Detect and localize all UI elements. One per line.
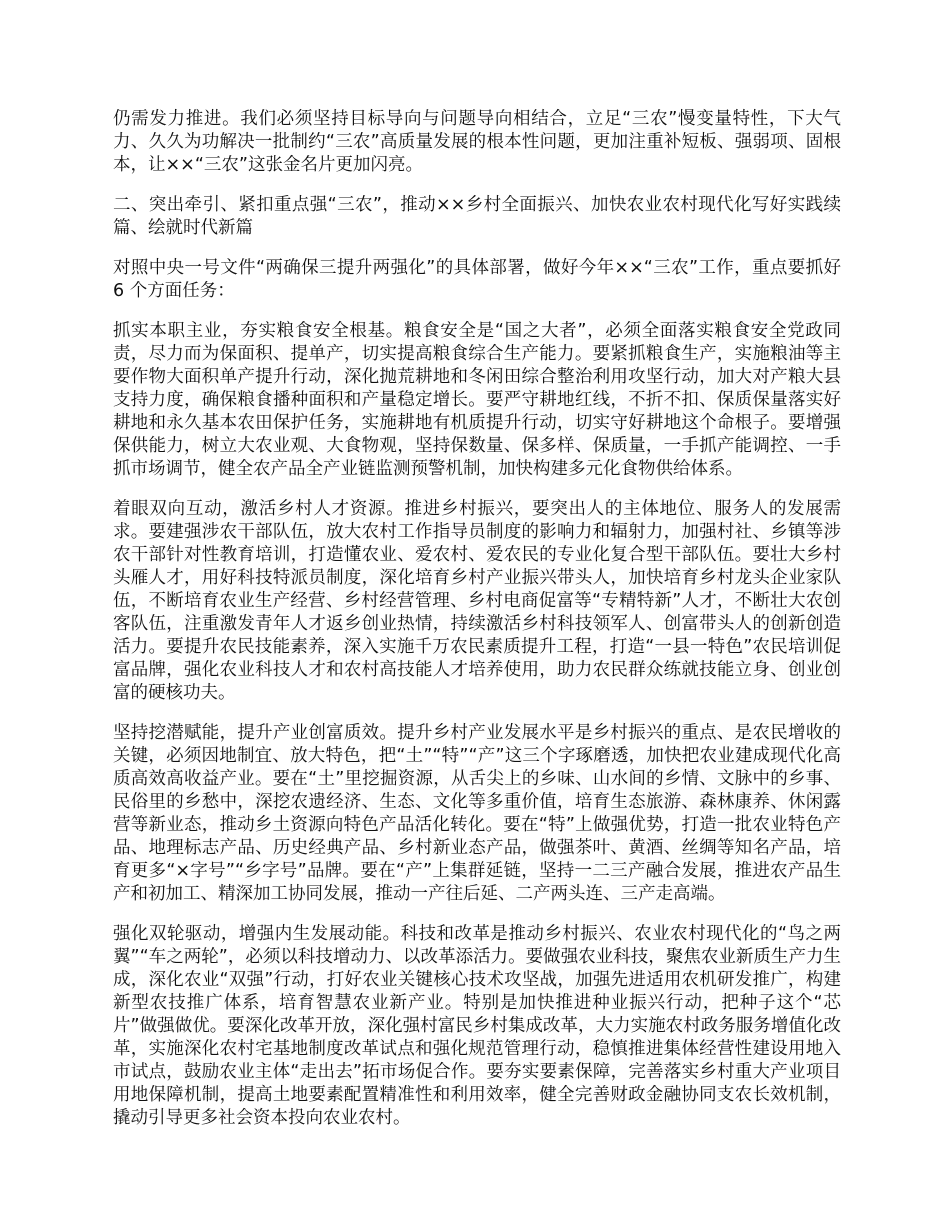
paragraph-tech-reform: 强化双轮驱动，增强内生发展动能。科技和改革是推动乡村振兴、农业农村现代化的“鸟之两翼”“车之两轮”，必须以科技增动力、以改革添活力。要做强农业科技，聚焦农业新质生产力生成，深化农业“双强”行动，打好农业关键核心技术攻坚战，加强先进适用农机研发推广，构建新型农技推广体系，培育智慧农业新产业。特别是加快推进种业振兴行动，把种子这个“芯片”做强做优。要深化改革开放，深化强村富民乡村集成改革，大力实施农村政务服务增值化改革，实施深化农村宅基地制度改革试点和强化规范管理行动，稳慎推进集体经营性建设用地入市试点，鼓励农业主体“走出去”拓市场促合作。要夯实要素保障，完善落实乡村重大产业项目用地保障机制，提高土地要素配置精准性和利用效率，健全完善财政金融协同支农长效机制，撬动引导更多社会资本投向农业农村。 [113, 924, 841, 1128]
paragraph-continuation: 仍需发力推进。我们必须坚持目标导向与问题导向相结合，立足“三农”慢变量特性，下大气力、久久为功解决一批制约“三农”高质量发展的根本性问题，更加注重补短板、强弱项、固根本，让××“三农”这张金名片更加闪亮。 [113, 109, 841, 175]
document-body [113, 108, 841, 1147]
paragraph-intro: 对照中央一号文件“两确保三提升两强化”的具体部署，做好今年××“三农”工作，重点要抓好 6 个方面任务： [113, 258, 841, 301]
section-heading: 二、突出牵引、紧扣重点强“三农”，推动××乡村全面振兴、加快农业农村现代化写好实践续篇、绘就时代新篇 [113, 195, 841, 238]
paragraph-grain-security: 抓实本职主业，夯实粮食安全根基。粮食安全是“国之大者”，必须全面落实粮食安全党政同责，尽力而为保面积、提单产，切实提高粮食综合生产能力。要紧抓粮食生产，实施粮油等主要作物大面积单产提升行动，深化抛荒耕地和冬闲田综合整治利用攻坚行动，加大对产粮大县支持力度，确保粮食播种面积和产量稳定增长。要严守耕地红线，不折不扣、保质保量落实好耕地和永久基本农田保护任务，实施耕地有机质提升行动，切实守好耕地这个命根子。要增强保供能力，树立大农业观、大食物观，坚持保数量、保多样、保质量，一手抓产能调控、一手抓市场调节，健全农产品全产业链监测预警机制，加快构建多元化食物供给体系。 [113, 321, 841, 479]
paragraph-industry: 坚持挖潜赋能，提升产业创富质效。提升乡村产业发展水平是乡村振兴的重点、是农民增收的关键，必须因地制宜、放大特色，把“土”“特”“产”这三个字琢磨透，加快把农业建成现代化高质高效高收益产业。要在“土”里挖掘资源，从舌尖上的乡味、山水间的乡情、文脉中的乡事、民俗里的乡愁中，深挖农遗经济、生态、文化等多重价值，培育生态旅游、森林康养、休闲露营等新业态，推动乡土资源向特色产品活化转化。要在“特”上做强优势，打造一批农业特色产品、地理标志产品、历史经典产品、乡村新业态产品，做强茶叶、黄酒、丝绸等知名产品，培育更多“×字号”“乡字号”品牌。要在“产”上集群延链，坚持一二三产融合发展，推进农产品生产和初加工、精深加工协同发展，推动一产往后延、二产两头连、三产走高端。 [113, 723, 841, 904]
paragraph-rural-talent: 着眼双向互动，激活乡村人才资源。推进乡村振兴，要突出人的主体地位、服务人的发展需求。要建强涉农干部队伍，放大农村工作指导员制度的影响力和辐射力，加强村社、乡镇等涉农干部针对性教育培训，打造懂农业、爱农村、爱农民的专业化复合型干部队伍。要壮大乡村头雁人才，用好科技特派员制度，深化培育乡村产业振兴带头人，加快培育乡村龙头企业家队伍，不断培育农业生产经营、乡村经营管理、乡村电商促富等“专精特新”人才，不断壮大农创客队伍，注重激发青年人才返乡创业热情，持续激活乡村科技领军人、创富带头人的创新创造活力。要提升农民技能素养，深入实施千万农民素质提升工程，打造“一县一特色”农民培训促富品牌，强化农业科技人才和农村高技能人才培养使用，助力农民群众练就技能立身、创业创富的硬核功夫。 [113, 499, 841, 703]
